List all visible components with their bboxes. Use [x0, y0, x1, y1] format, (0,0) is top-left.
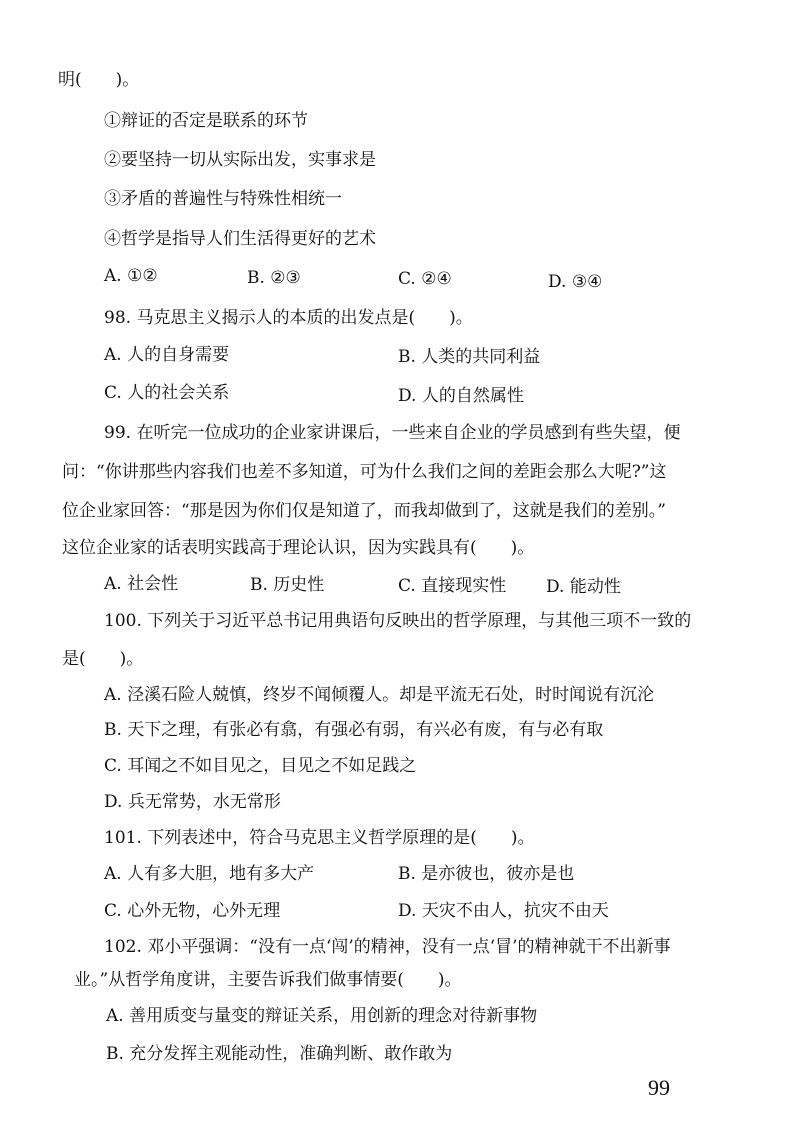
q99-option-a: A. 社会性	[104, 574, 179, 594]
q99-line-3: 位企业家回答：“那是因为你们仅是知道了，而我却做到了，这就是我们的差别。”	[62, 501, 666, 521]
q101-stem: 101. 下列表述中，符合马克思主义哲学原理的是( )。	[104, 828, 535, 848]
q101-option-a: A. 人有多大胆，地有多大产	[104, 864, 315, 884]
q101-option-c: C. 心外无物，心外无理	[104, 901, 281, 921]
q99-option-c: C. 直接现实性	[398, 576, 507, 596]
q98-option-b: B. 人类的共同利益	[398, 347, 541, 367]
q97-statement-3: ③矛盾的普遍性与特殊性相统一	[104, 189, 342, 209]
q100-line-2: 是( )。	[62, 649, 144, 669]
q102-option-a: A. 善用质变与量变的辩证关系，用创新的理念对待新事物	[106, 1006, 538, 1026]
q98-option-d: D. 人的自然属性	[398, 386, 524, 406]
q97-statement-4: ④哲学是指导人们生活得更好的艺术	[104, 229, 376, 249]
q100-option-a: A. 泾溪石险人兢慎，终岁不闻倾覆人。却是平流无石处，时时闻说有沉沦	[104, 685, 655, 705]
page-number: 99	[648, 1075, 670, 1100]
q97-option-b: B. ②③	[247, 268, 301, 288]
q98-stem: 98. 马克思主义揭示人的本质的出发点是( )。	[104, 308, 473, 328]
q99-line-2: 问：“你讲那些内容我们也差不多知道，可为什么我们之间的差距会那么大呢?”这	[62, 462, 667, 482]
q97-statement-2: ②要坚持一切从实际出发，实事求是	[104, 150, 376, 170]
q99-line-4: 这位企业家的话表明实践高于理论认识，因为实践具有( )。	[62, 538, 535, 558]
q102-option-b: B. 充分发挥主观能动性，准确判断、敢作敢为	[106, 1044, 453, 1064]
q99-line-1: 99. 在听完一位成功的企业家讲课后，一些来自企业的学员感到有些失望，便	[104, 423, 681, 443]
q97-option-c: C. ②④	[398, 269, 452, 289]
q100-option-b: B. 天下之理，有张必有翕，有强必有弱，有兴必有废，有与必有取	[104, 720, 604, 740]
q100-line-1: 100. 下列关于习近平总书记用典语句反映出的哲学原理，与其他三项不一致的	[104, 611, 692, 631]
q97-statement-1: ①辩证的否定是联系的环节	[104, 111, 308, 131]
q101-option-b: B. 是亦彼也，彼亦是也	[398, 864, 575, 884]
q97-option-a: A. ①②	[104, 266, 158, 286]
q100-option-c: C. 耳闻之不如目见之，目见之不如足践之	[104, 756, 417, 776]
q99-option-d: D. 能动性	[546, 577, 621, 597]
q101-option-d: D. 天灾不由人，抗灾不由天	[398, 901, 609, 921]
q97-option-d: D. ③④	[548, 272, 603, 292]
q100-option-d: D. 兵无常势，水无常形	[104, 792, 281, 812]
q102-line-2: 业。”从哲学角度讲，主要告诉我们做事情要( )。	[74, 970, 462, 990]
q98-option-a: A. 人的自身需要	[104, 345, 230, 365]
q97-continuation: 明( )。	[58, 70, 140, 90]
q98-option-c: C. 人的社会关系	[104, 383, 230, 403]
q99-option-b: B. 历史性	[250, 575, 325, 595]
q102-line-1: 102. 邓小平强调：“没有一点‘闯’的精神，没有一点‘冒’的精神就干不出新事	[104, 937, 671, 957]
